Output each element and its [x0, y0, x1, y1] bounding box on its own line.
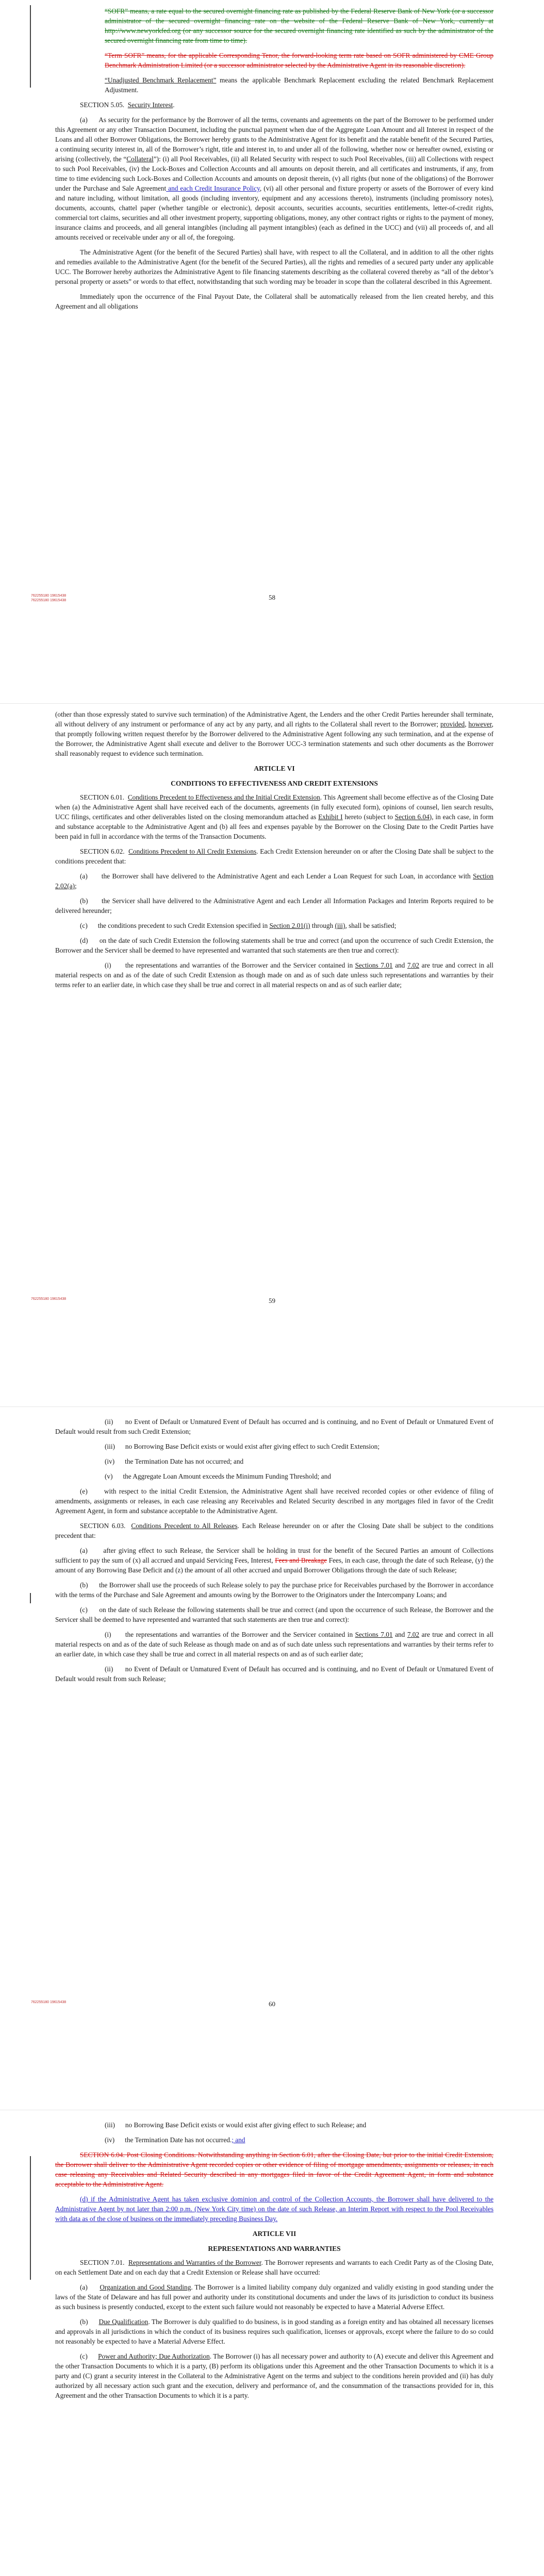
change-bar	[30, 1593, 31, 1603]
section-7-01-c: (c) Power and Authority; Due Authorization. The Borrower (i) has all necessary power and authority to (A) execute and deliver this Agreement and the other Transaction Documents to which it is a party, (B) perform its obligations under this Agreement and the other Transaction Documents to which it is a party and (C) grant a security interest in the Collateral to the Administrative Agent on the terms and subject to the conditions herein provided and (ii) has duly authorized by all necessary action such grant and the execution, delivery and performance of, and the consummation of the transactions provided for in, this Agreement and the other Transaction Documents to which it is a party.	[55, 2352, 493, 2399]
article-vii-heading: ARTICLE VII	[252, 2230, 296, 2238]
page-61	[0, 2110, 544, 2576]
section-6-01: SECTION 6.01. Conditions Precedent to Effectiveness and the Initial Credit Extension. This Agreement shall become effective as of the Closing Date when (a) the Administrative Agent shall have received each of the documents, agreements (in fully executed form), opinions of counsel, lien search results, UCC filings, certificates and other deliverables listed on the closing memorandum attached as Exhibit I hereto (subject to Section 6.04), in each case, in form and substance acceptable to the Administrative Agent and (b) all fees and expenses payable by the Borrower on the Closing Date to the Credit Parties have been paid in full in accordance with the terms of the Transaction Documents.	[55, 793, 494, 840]
change-bar	[30, 5, 31, 88]
document-id: 762255180 19615438	[31, 2001, 67, 2004]
page-number: 59	[269, 1297, 275, 1304]
section-6-02-a: (a) the Borrower shall have delivered to the Administrative Agent and each Lender a Loan Request for such Loan, in accordance with Section 2.02(a);	[55, 872, 493, 890]
page-60	[0, 1406, 544, 2110]
document-id: 762255180 19615438 762255180 19615438	[31, 594, 67, 602]
section-6-02-d-iii: (iii) no Borrowing Base Deficit exists or would exist after giving effect to such Credit Extension;	[105, 1443, 380, 1450]
unadjusted-benchmark-definition: “Unadjusted Benchmark Replacement” means the applicable Benchmark Replacement excluding the related Benchmark Replacement Adjustment.	[105, 76, 493, 94]
immediately-paragraph: Immediately upon the occurrence of the Final Payout Date, the Collateral shall be automatically released from the lien created hereby, and this Agreement and all obligations	[55, 293, 493, 310]
section-6-03-c-i: (i) the representations and warranties of the Borrower and the Servicer contained in Sections 7.01 and 7.02 are true and correct in all material respects on and as of the date of such Release as though made on and as of such date unless such representations and warranties by their terms refer to an earlier date, in which case they shall be true and correct in all material respects on and as of such earlier date;	[55, 1631, 493, 1658]
section-7-01-a: (a) Organization and Good Standing. The Borrower is a limited liability company duly organized and validly existing in good standing under the laws of the State of Delaware and has full power and authority under its constitutional documents and under the laws of its jurisdiction to conduct its business as such business is presently conducted, except to the extent such failure would not reasonably be expected to have a Material Adverse Effect.	[55, 2283, 494, 2311]
section-6-03-c-ii: (ii) no Event of Default or Unmatured Event of Default has occurred and is continuing, and no Event of Default or Unmatured Event of Default would result from such Release;	[55, 1665, 493, 1683]
article-vii-title: REPRESENTATIONS AND WARRANTIES	[208, 2245, 341, 2252]
page-59-continuation: (other than those expressly stated to survive such termination) of the Administrative Agent, the Lenders and the other Credit Parties hereunder shall terminate, all without delivery of any instrument or performance of any act by any party, and all rights to the Collateral shall revert to the Borrower; provided, however, that promptly following written request therefor by the Borrower delivered to the Administrative Agent following any such termination, and at the expense of the Borrower, the Administrative Agent shall execute and deliver to the Borrower UCC-3 termination statements and such other documents as the Borrower shall reasonably request to evidence such termination.	[55, 710, 493, 757]
admin-agent-paragraph: The Administrative Agent (for the benefit of the Secured Parties) shall have, with respect to all the Collateral, and in addition to all the other rights and remedies available to the Administrative Agent (for the benefit of the Secured Parties), all the rights and remedies of a secured party under any applicable UCC. The Borrower hereby authorizes the Administrative Agent to file financing statements describing as the collateral covered thereby as “all of the debtor’s personal property or assets” or words to that effect, notwithstanding that such wording may be broader in scope than the collateral described in this Agreement.	[55, 248, 493, 285]
section-6-02-d-i: (i) the representations and warranties of the Borrower and the Servicer contained in Sections 7.01 and 7.02 are true and correct in all material respects on and as of the date of such Credit Extension as though made on and as of such date unless such representations and warranties by their terms refer to an earlier date, in which case they shall be true and correct in all material respects on and as of such earlier date;	[55, 961, 493, 989]
section-6-03-c: (c) on the date of such Release the following statements shall be true and correct (and upon the occurrence of such Release, the Borrower and the Servicer shall be deemed to have represented and warranted that such statements are then true and correct):	[55, 1606, 493, 1623]
section-7-01-b: (b) Due Qualification. The Borrower is duly qualified to do business, is in good standing as a foreign entity and has obtained all necessary licenses and approvals in all jurisdictions in which the conduct of its business requires such qualification, licenses or approvals, except where the failure to do so could not reasonably be expected to have a Material Adverse Effect.	[55, 2318, 494, 2345]
section-6-04-deleted: SECTION 6.04. Post Closing Conditions. Notwithstanding anything in Section 6.01, after the Closing Date, but prior to the initial Credit Extension, the Borrower shall deliver to the Administrative Agent recorded copies or other evidence of filing of mortgage amendments, assignments or releases, in each case releasing any Receivables and Related Security described in any mortgages filed in favor of the Credit Agreement Agent, in form and substance acceptable to the Administrative Agent.	[55, 2151, 493, 2188]
page-58	[0, 0, 544, 703]
section-6-02-e: (e) with respect to the initial Credit Extension, the Administrative Agent shall have received recorded copies or other evidence of filing of amendments, assignments or releases, in each case releasing any Receivables and Related Security described in any mortgages filed in favor of the Credit Agreement Agent, in form and substance acceptable to the Administrative Agent.	[55, 1487, 493, 1515]
sofr-definition-deleted: “SOFR” means, a rate equal to the secured overnight financing rate as published by the Federal Reserve Bank of New York (or a successor administrator of the secured overnight financing rate on the website of the Federal Reserve Bank of New York, currently at http://www.newyorkfed.org (or any successor source for the secured overnight financing rate identified as such by the administrator of the secured overnight financing rate from time to time).	[105, 7, 493, 44]
section-6-02-d-iv: (iv) the Termination Date has not occurred; and	[105, 1458, 244, 1465]
change-bar	[30, 2156, 31, 2280]
section-6-02-d: (d) on the date of such Credit Extension the following statements shall be true and correct (and upon the occurrence of such Credit Extension, the Borrower and the Servicer shall be deemed to have represented and warranted that such statements are then true and correct):	[55, 937, 493, 954]
section-6-02-c: (c) the conditions precedent to such Credit Extension specified in Section 2.01(i) through (iii), shall be satisfied;	[80, 922, 397, 929]
section-6-02-d-v: (v) the Aggregate Loan Amount exceeds the Minimum Funding Threshold; and	[105, 1472, 331, 1480]
document-id: 762255180 19615438	[31, 1297, 67, 1301]
article-vi-title: CONDITIONS TO EFFECTIVENESS AND CREDIT EXTENSIONS	[171, 779, 378, 787]
page-59	[0, 703, 544, 1406]
section-7-01: SECTION 7.01. Representations and Warranties of the Borrower. The Borrower represents and warrants to each Credit Party as of the Closing Date, on each Settlement Date and on each day that a Credit Extension or Release shall have occurred:	[55, 2259, 493, 2276]
section-6-02: SECTION 6.02. Conditions Precedent to All Credit Extensions. Each Credit Extension hereunder on or after the Closing Date shall be subject to the conditions precedent that:	[55, 848, 494, 865]
term-sofr-definition-deleted: “Term SOFR” means, for the applicable Corresponding Tenor, the forward-looking term rate based on SOFR administered by CME Group Benchmark Administration Limited (or a successor administrator selected by the Administrative Agent in its reasonable discretion).	[105, 52, 493, 69]
section-5-05-heading: SECTION 5.05. Security Interest.	[80, 101, 175, 109]
section-6-03: SECTION 6.03. Conditions Precedent to All Releases. Each Release hereunder on or after the Closing Date shall be subject to the conditions precedent that:	[55, 1522, 493, 1539]
article-vi-heading: ARTICLE VI	[254, 765, 295, 772]
page-number: 60	[269, 2000, 275, 2008]
section-6-03-b: (b) the Borrower shall use the proceeds of such Release solely to pay the purchase price for Receivables purchased by the Borrower in accordance with the terms of the Purchase and Sale Agreement and amounts owing by the Borrower to the Originators under the Intercompany Loans; and	[55, 1581, 493, 1599]
section-6-02-b: (b) the Servicer shall have delivered to the Administrative Agent and each Lender all Information Packages and Interim Reports required to be delivered hereunder;	[55, 897, 493, 914]
section-6-03-c-iv: (iv) the Termination Date has not occurred.; and	[105, 2136, 245, 2144]
section-6-03-a: (a) after giving effect to such Release, the Servicer shall be holding in trust for the benefit of the Secured Parties an amount of Collections sufficient to pay the sum of (x) all accrued and unpaid Servicing Fees, Interest, Fees and Breakage Fees, in each case, through the date of such Release, (y) the amount of any Borrowing Base Deficit and (z) the amount of all other accrued and unpaid Borrower Obligations through the date of such Release;	[55, 1547, 493, 1574]
section-6-03-c-iii: (iii) no Borrowing Base Deficit exists or would exist after giving effect to such Release; and	[105, 2121, 367, 2129]
section-5-05-a: (a) As security for the performance by the Borrower of all the terms, covenants and agreements on the part of the Borrower to be performed under this Agreement or any other Transaction Document, including the punctual payment when due of the Aggregate Loan Amount and all Interest in respect of the Loans and all other Borrower Obligations, the Borrower hereby grants to the Administrative Agent for its benefit and the ratable benefit of the Secured Parties, a continuing security interest in, all of the Borrower’s right, title and interest in, to and under all of the following, whether now or hereafter owned, existing or arising (collectively, the “Collateral”): (i) all Pool Receivables, (ii) all Related Security with respect to such Pool Receivables, (iii) all Collections with respect to such Pool Receivables, (iv) the Lock-Boxes and Collection Accounts and all amounts on deposit therein, and all certificates and instruments, if any, from time to time evidencing such Lock-Boxes and Collection Accounts and amounts on deposit therein, (v) all rights (but none of the obligations) of the Borrower under the Purchase and Sale Agreement and each Credit Insurance Policy, (vi) all other personal and fixture property or assets of the Borrower of every kind and nature including, without limitation, all goods (including inventory, equipment and any accessions thereto), instruments (including promissory notes), documents, accounts, chattel paper (whether tangible or electronic), deposit accounts, securities accounts, securities entitlements, letter-of-credit rights, commercial tort claims, securities and all other investment property, supporting obligations, money, any other contract rights or rights to the payment of money, insurance claims and proceeds, and all general intangibles (including all payment intangibles) (each as defined in the UCC) and (vii) all proceeds of, and all amounts received or receivable under any or all of, the foregoing.	[55, 116, 493, 241]
section-6-03-d-inserted: (d) if the Administrative Agent has taken exclusive dominion and control of the Collection Accounts, the Borrower shall have delivered to the Administrative Agent by not later than 2:00 p.m. (New York City time) on the date of such Release, an Interim Report with respect to the Pool Receivables with data as of the close of business on the immediately preceding Business Day.	[55, 2195, 493, 2223]
page-number: 58	[269, 594, 275, 601]
section-6-02-d-ii: (ii) no Event of Default or Unmatured Event of Default has occurred and is continuing, and no Event of Default or Unmatured Event of Default would result from such Credit Extension;	[55, 1418, 493, 1435]
